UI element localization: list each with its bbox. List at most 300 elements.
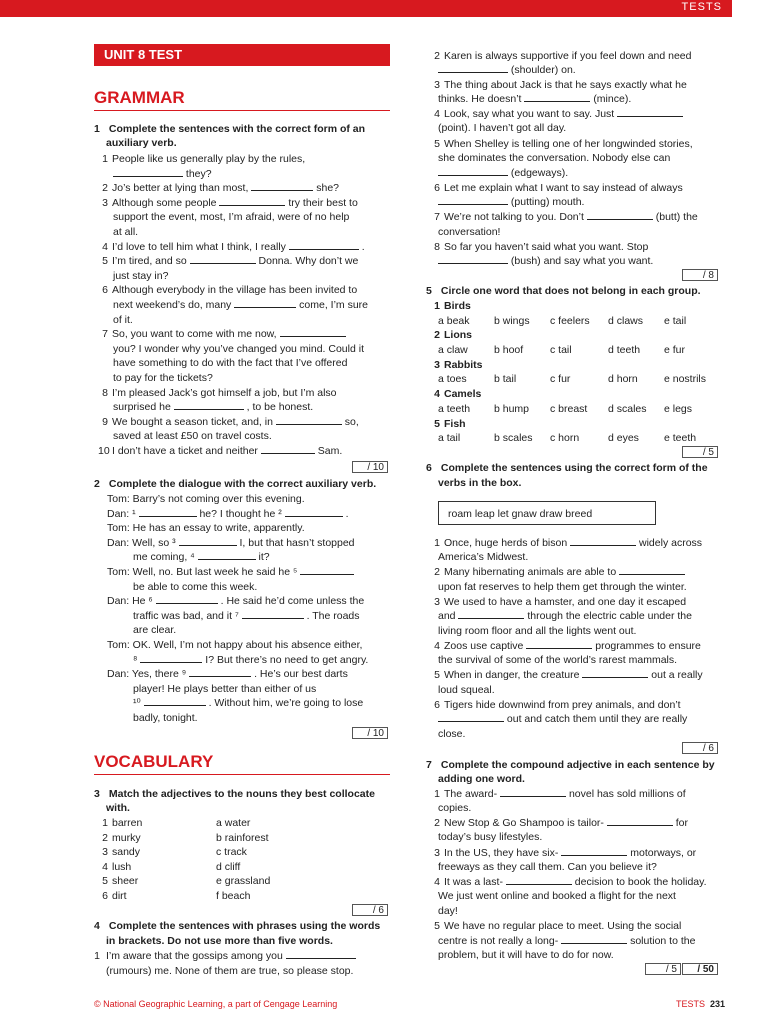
text-line — [438, 550, 528, 565]
verb-box: roam leap let gnaw draw breed — [438, 501, 656, 525]
footer-label: TESTS 231 — [676, 999, 726, 1009]
text-run: e grassland — [216, 875, 271, 888]
text-run: Rabbits — [444, 358, 483, 371]
q6-instructions-2: verbs in the box. — [438, 477, 522, 489]
q6-item-3 — [434, 595, 687, 610]
text-run: Dan: Yes, there ⁹ — [107, 668, 187, 681]
q7-item-1 — [434, 787, 686, 802]
text-run: conversation! — [438, 226, 501, 238]
q5-option: b hoof — [494, 344, 524, 356]
q1-item-2 — [102, 181, 340, 196]
answer-blank — [113, 167, 183, 177]
text-run: Let me explain what I want to say instead of always — [444, 182, 683, 194]
q5-option: a teeth — [438, 402, 471, 415]
q5-group-2 — [434, 328, 472, 343]
text-run: d cliff — [216, 860, 241, 873]
q5-option: d teeth — [608, 344, 641, 356]
q3-noun — [216, 860, 240, 875]
q3-noun — [216, 831, 269, 846]
text-run: programmes to ensure — [595, 640, 701, 652]
text-run: Tom: He has an essay to write, apparently. — [107, 522, 305, 535]
q2-line — [107, 638, 362, 653]
q2-line — [107, 521, 305, 536]
text-line — [438, 904, 458, 919]
answer-blank — [607, 816, 673, 826]
text-line — [438, 727, 465, 742]
q5-group-1 — [434, 299, 471, 314]
q4-item-1b: (rumours) me. None of them are true, so please stop. — [106, 965, 354, 977]
text-run: (butt) the — [655, 211, 698, 223]
answer-blank — [619, 565, 685, 575]
q5-instructions: 5 Circle one word that does not belong in each group. — [426, 285, 701, 297]
text-run: We bought a season ticket, and, in — [112, 415, 273, 428]
text-run: today’s busy lifestyles. — [438, 831, 543, 843]
text-run: . Without him, we’re going to lose — [208, 697, 364, 710]
answer-blank — [261, 444, 315, 454]
text-run: problem, but it will have to do for now. — [438, 949, 614, 961]
q5-group-3 — [434, 358, 483, 373]
text-run: novel has sold millions of — [568, 788, 686, 800]
item-number: 6 — [102, 284, 108, 297]
item-number: 5 — [102, 255, 108, 268]
answer-blank — [617, 107, 683, 117]
text-run: you? I wonder why you’ve changed you mind. Could it — [113, 342, 364, 355]
unit-title: UNIT 8 TEST — [94, 44, 390, 66]
text-run: saved at least £50 on travel costs. — [113, 430, 272, 443]
text-line — [438, 609, 692, 624]
answer-blank — [156, 594, 218, 604]
q2-line — [107, 492, 305, 507]
q7-instructions: 7 Complete the compound adjective in each sentence by — [426, 759, 715, 771]
q1-item-6 — [102, 283, 358, 298]
text-run: to pay for the tickets? — [113, 372, 213, 384]
grammar-rule — [94, 110, 390, 111]
q7-instructions-2: adding one word. — [438, 773, 525, 785]
item-number: 5 — [102, 875, 108, 888]
text-run: , to be honest. — [246, 401, 314, 414]
q6-instructions: 6 Complete the sentences using the correct form of the — [426, 462, 708, 474]
q3-score: / 6 — [352, 904, 388, 916]
text-run: I’m tired, and so — [112, 255, 187, 268]
answer-blank — [289, 240, 359, 250]
text-run: the survival of some of the world’s rarest mammals. — [438, 654, 678, 666]
text-line — [438, 683, 495, 698]
text-run: ¹⁰ — [133, 697, 141, 710]
text-run: thinks. He doesn’t — [438, 93, 522, 105]
item-number: 3 — [102, 846, 108, 859]
q1-item-10 — [98, 444, 343, 459]
grammar-heading: GRAMMAR — [94, 88, 185, 107]
text-run: solution to the — [630, 935, 696, 947]
text-run: When in danger, the creature — [444, 669, 580, 681]
text-run: So, you want to come with me now, — [112, 328, 277, 341]
item-number: 4 — [434, 388, 440, 401]
answer-blank — [140, 653, 202, 663]
text-line — [438, 151, 670, 166]
q3-instructions: 3 Match the adjectives to the nouns they best collocate — [94, 788, 375, 800]
text-run: ⁸ — [133, 653, 138, 666]
q5-option: d eyes — [608, 432, 639, 445]
q5-option: e tail — [664, 314, 687, 327]
q2-line — [133, 580, 257, 595]
q3-noun — [216, 889, 250, 904]
q1-item-8 — [102, 386, 337, 401]
text-line — [438, 934, 695, 949]
q4-item-5 — [434, 137, 693, 152]
vocabulary-heading: VOCABULARY — [94, 752, 214, 771]
answer-blank — [139, 507, 197, 517]
text-run: Birds — [444, 300, 471, 312]
q1-item-cont — [113, 429, 272, 444]
q1-score: / 10 — [352, 461, 388, 473]
q2-line — [107, 667, 348, 682]
q2-instructions: 2 Complete the dialogue with the correct auxiliary verb. — [94, 478, 377, 490]
answer-blank — [276, 415, 342, 425]
text-run: When Shelley is telling one of her longwinded stories, — [444, 138, 693, 150]
answer-blank — [561, 934, 627, 944]
vocabulary-rule — [94, 774, 390, 775]
text-run: Look, say what you want to say. Just — [444, 108, 615, 120]
text-line — [438, 195, 584, 210]
item-number: 3 — [434, 847, 440, 859]
q4-score: / 8 — [682, 269, 718, 281]
q1-item-cont — [113, 167, 212, 182]
q3-adjective — [102, 860, 132, 875]
q5-option: b hump — [494, 402, 530, 415]
answer-blank — [174, 400, 244, 410]
text-run: The award- — [444, 788, 498, 800]
item-number: 2 — [434, 566, 440, 578]
q4-item-3 — [434, 78, 687, 93]
answer-blank — [300, 565, 354, 575]
q3-noun — [216, 816, 250, 831]
q5-option: d claws — [608, 314, 644, 327]
text-run: copies. — [438, 802, 472, 814]
text-run: (edgeways). — [510, 167, 569, 179]
text-run: f beach — [216, 890, 251, 902]
text-run: I’d love to tell him what I think, I really — [112, 240, 286, 253]
text-run: I, but that hasn’t stopped — [239, 536, 355, 549]
item-number: 3 — [434, 596, 440, 608]
q3-adjective — [102, 874, 139, 889]
q2-line — [107, 507, 349, 522]
text-run: Tigers hide downwind from prey animals, and don’t — [444, 699, 681, 711]
answer-blank — [251, 181, 313, 191]
q2-line — [133, 682, 316, 697]
text-run: (putting) mouth. — [510, 196, 585, 208]
text-run: she? — [316, 182, 340, 195]
item-number: 8 — [102, 386, 108, 399]
text-run: motorways, or — [630, 847, 697, 859]
text-run: Tom: Barry’s not coming over this evening. — [107, 493, 305, 505]
text-run: of it. — [113, 313, 133, 326]
item-number: 7 — [102, 328, 108, 341]
q2-line — [133, 623, 176, 638]
text-run: just stay in? — [113, 269, 169, 282]
text-run: they? — [185, 167, 212, 180]
q1-item-4 — [102, 240, 365, 255]
text-run: (shoulder) on. — [510, 64, 576, 76]
q3-adjective — [102, 816, 143, 831]
answer-blank — [234, 298, 296, 308]
text-run: c track — [216, 846, 247, 859]
q5-option: e fur — [664, 344, 686, 356]
text-run: In the US, they have six- — [444, 847, 559, 859]
text-run: surprised he — [113, 401, 171, 414]
text-line — [438, 830, 542, 845]
answer-blank — [198, 550, 256, 560]
answer-blank — [438, 254, 508, 264]
q4-instructions-2: in brackets. Do not use more than five words. — [106, 935, 333, 947]
item-number: 4 — [434, 108, 440, 120]
answer-blank — [561, 846, 627, 856]
q2-line — [133, 550, 270, 565]
text-run: Jo’s better at lying than most, — [112, 182, 249, 195]
text-run: out a really — [651, 669, 703, 681]
text-run: I don’t have a ticket and neither — [112, 445, 258, 457]
text-line — [438, 166, 568, 181]
answer-blank — [242, 609, 304, 619]
text-run: decision to book the holiday. — [574, 876, 707, 888]
q2-line — [107, 565, 354, 580]
copyright: © National Geographic Learning, a part of Cengage Learning — [94, 999, 338, 1009]
answer-blank — [500, 787, 566, 797]
text-run: We used to have a hamster, and one day it escaped — [444, 596, 687, 608]
q6-item-6 — [434, 698, 681, 713]
text-run: Zoos use captive — [444, 640, 524, 652]
q5-option: c horn — [550, 432, 580, 445]
text-run: a water — [216, 817, 251, 829]
q2-score: / 10 — [352, 727, 388, 739]
text-line — [438, 860, 657, 875]
text-run: . The roads — [306, 609, 360, 622]
item-number: 1 — [102, 817, 108, 829]
text-run: Although everybody in the village has been invited to — [112, 284, 358, 297]
q7-item-3 — [434, 846, 697, 861]
q5-option: c fur — [550, 373, 571, 386]
text-run: Camels — [444, 388, 482, 401]
text-run: Although some people — [112, 196, 217, 209]
q5-score: / 5 — [682, 446, 718, 458]
q3-noun — [216, 874, 270, 889]
text-run: . He said he’d come unless the — [220, 595, 365, 608]
text-run: through the electric cable under the — [527, 610, 692, 622]
q5-option: d horn — [608, 373, 638, 386]
answer-blank — [438, 195, 508, 205]
answer-blank — [458, 609, 524, 619]
answer-blank — [524, 92, 590, 102]
answer-blank — [506, 875, 572, 885]
item-number: 2 — [434, 329, 440, 342]
answer-blank — [219, 196, 285, 206]
q4-item-6 — [434, 181, 683, 196]
text-run: dirt — [112, 890, 127, 902]
q3-adjective — [102, 889, 127, 904]
q1-item-cont — [113, 400, 313, 415]
q2-line — [133, 609, 360, 624]
q5-option: b scales — [494, 432, 533, 445]
q4-instructions: 4 Complete the sentences with phrases using the words — [94, 920, 381, 932]
item-number: 4 — [434, 640, 440, 652]
text-line — [438, 254, 653, 269]
text-run: day! — [438, 905, 458, 917]
text-line — [438, 801, 471, 816]
q5-option: b tail — [494, 373, 517, 386]
text-run: me coming, ⁴ — [133, 551, 195, 564]
text-run: sheer — [112, 875, 139, 888]
q5-group-4 — [434, 387, 482, 402]
answer-blank — [190, 254, 256, 264]
q2-line — [107, 594, 364, 609]
text-run: come, I’m sure — [299, 299, 368, 311]
answer-blank — [280, 327, 346, 337]
text-run: New Stop & Go Shampoo is tailor- — [444, 817, 604, 829]
text-run: living room floor and all the lights went out. — [438, 625, 637, 637]
text-run: badly, tonight. — [133, 712, 198, 724]
item-number: 10 — [98, 445, 110, 457]
text-run: loud squeal. — [438, 684, 495, 696]
answer-blank — [570, 536, 636, 546]
q7-score: / 5 — [645, 963, 681, 975]
text-line — [438, 948, 614, 963]
q5-option: c tail — [550, 344, 572, 356]
q5-option: a tail — [438, 432, 461, 445]
answer-blank — [285, 507, 343, 517]
text-run: Dan: He ⁶ — [107, 595, 153, 608]
text-run: Lions — [444, 329, 472, 342]
q7-item-2 — [434, 816, 689, 831]
text-line — [438, 63, 576, 78]
item-number: 8 — [434, 241, 440, 253]
text-run: so, — [344, 415, 359, 428]
text-line — [438, 225, 500, 240]
answer-blank — [438, 166, 508, 176]
text-run: be able to come this week. — [133, 580, 258, 593]
q1-item-cont — [113, 269, 168, 284]
item-number: 1 — [102, 153, 108, 165]
text-run: he? I thought he ² — [199, 507, 282, 520]
item-number: 4 — [102, 860, 108, 873]
item-number: 2 — [102, 182, 108, 195]
text-run: try their best to — [288, 196, 358, 209]
text-run: . — [361, 240, 365, 253]
q5-group-5 — [434, 417, 466, 432]
q6-item-5 — [434, 668, 703, 683]
item-number: 1 — [434, 537, 440, 549]
q1-item-cont — [113, 371, 213, 386]
answer-blank — [526, 639, 592, 649]
text-run: widely across — [639, 537, 703, 549]
text-run: It was a last- — [444, 876, 503, 888]
answer-blank — [144, 696, 206, 706]
q7-item-5 — [434, 919, 682, 934]
text-run: (mince). — [593, 93, 632, 105]
text-run: I? But there’s no need to get angry. — [205, 653, 369, 666]
text-run: Fish — [444, 417, 466, 430]
page-number: 231 — [710, 999, 726, 1009]
q1-item-cont — [113, 225, 138, 240]
item-number: 6 — [102, 890, 108, 902]
answer-blank — [582, 668, 648, 678]
q2-line — [133, 653, 368, 668]
text-line — [438, 92, 631, 107]
q4-item-4 — [434, 107, 683, 122]
item-number: 7 — [434, 211, 440, 223]
item-number: 5 — [434, 669, 440, 681]
text-run: freeways as they call them. Can you believe it? — [438, 861, 657, 873]
q1-item-1 — [102, 152, 306, 167]
q1-item-cont — [113, 342, 364, 357]
q3-adjective — [102, 831, 141, 846]
header-tab: TESTS — [681, 1, 722, 13]
text-line — [438, 653, 677, 668]
item-number: 1 — [434, 300, 440, 312]
top-bar — [0, 0, 732, 17]
item-number: 9 — [102, 415, 108, 428]
text-run: . He’s our best darts — [254, 668, 348, 681]
text-run: (bush) and say what you want. — [510, 255, 654, 267]
text-run: We just went online and booked a flight for the next — [438, 890, 676, 902]
text-line — [438, 121, 566, 136]
q5-option: e teeth — [664, 432, 697, 445]
item-number: 3 — [434, 79, 440, 91]
q1-item-cont — [113, 298, 368, 313]
q1-item-5 — [102, 254, 359, 269]
text-run: Many hibernating animals are able to — [444, 566, 617, 578]
q1-item-cont — [113, 313, 133, 328]
q4-item-8 — [434, 240, 649, 255]
text-run: have something to do with the fact that I’ve offered — [113, 357, 348, 370]
answer-blank — [438, 63, 508, 73]
total-score: / 50 — [682, 963, 718, 975]
text-run: We have no regular place to meet. Using the social — [444, 920, 682, 932]
text-line — [438, 712, 687, 727]
q3-adjective — [102, 845, 141, 860]
item-number: 2 — [102, 831, 108, 844]
q5-option: e nostrils — [664, 373, 707, 386]
answer-blank — [438, 712, 504, 722]
text-run: it? — [258, 551, 270, 564]
text-run: player! He plays better than either of us — [133, 682, 317, 695]
text-run: People like us generally play by the rules, — [112, 153, 306, 165]
q4-item-1: 1 I’m aware that the gossips among you — [94, 949, 356, 964]
q6-item-4 — [434, 639, 701, 654]
q2-line — [133, 711, 198, 726]
text-run: . — [345, 507, 349, 520]
q5-option: e legs — [664, 402, 693, 415]
text-run: and — [438, 610, 456, 622]
item-number: 5 — [434, 920, 440, 932]
q6-item-1 — [434, 536, 703, 551]
item-number: 5 — [434, 417, 440, 430]
q5-option: a toes — [438, 373, 467, 386]
text-line — [438, 580, 687, 595]
text-run: sandy — [112, 846, 141, 859]
text-run: are clear. — [133, 624, 177, 637]
text-run: murky — [112, 831, 141, 844]
text-run: The thing about Jack is that he says exactly what he — [444, 79, 687, 91]
text-run: So far you haven’t said what you want. Stop — [444, 241, 649, 253]
item-number: 3 — [434, 358, 440, 371]
text-run: We’re not talking to you. Don’t — [444, 211, 584, 223]
q1-item-3 — [102, 196, 358, 211]
item-number: 4 — [434, 876, 440, 888]
q4-item-2 — [434, 49, 692, 64]
q6-item-2 — [434, 565, 685, 580]
q1-instructions: 1 Complete the sentences with the correct form of an — [94, 123, 366, 135]
q1-instructions-2: auxiliary verb. — [106, 137, 177, 149]
text-run: America’s Midwest. — [438, 551, 529, 563]
